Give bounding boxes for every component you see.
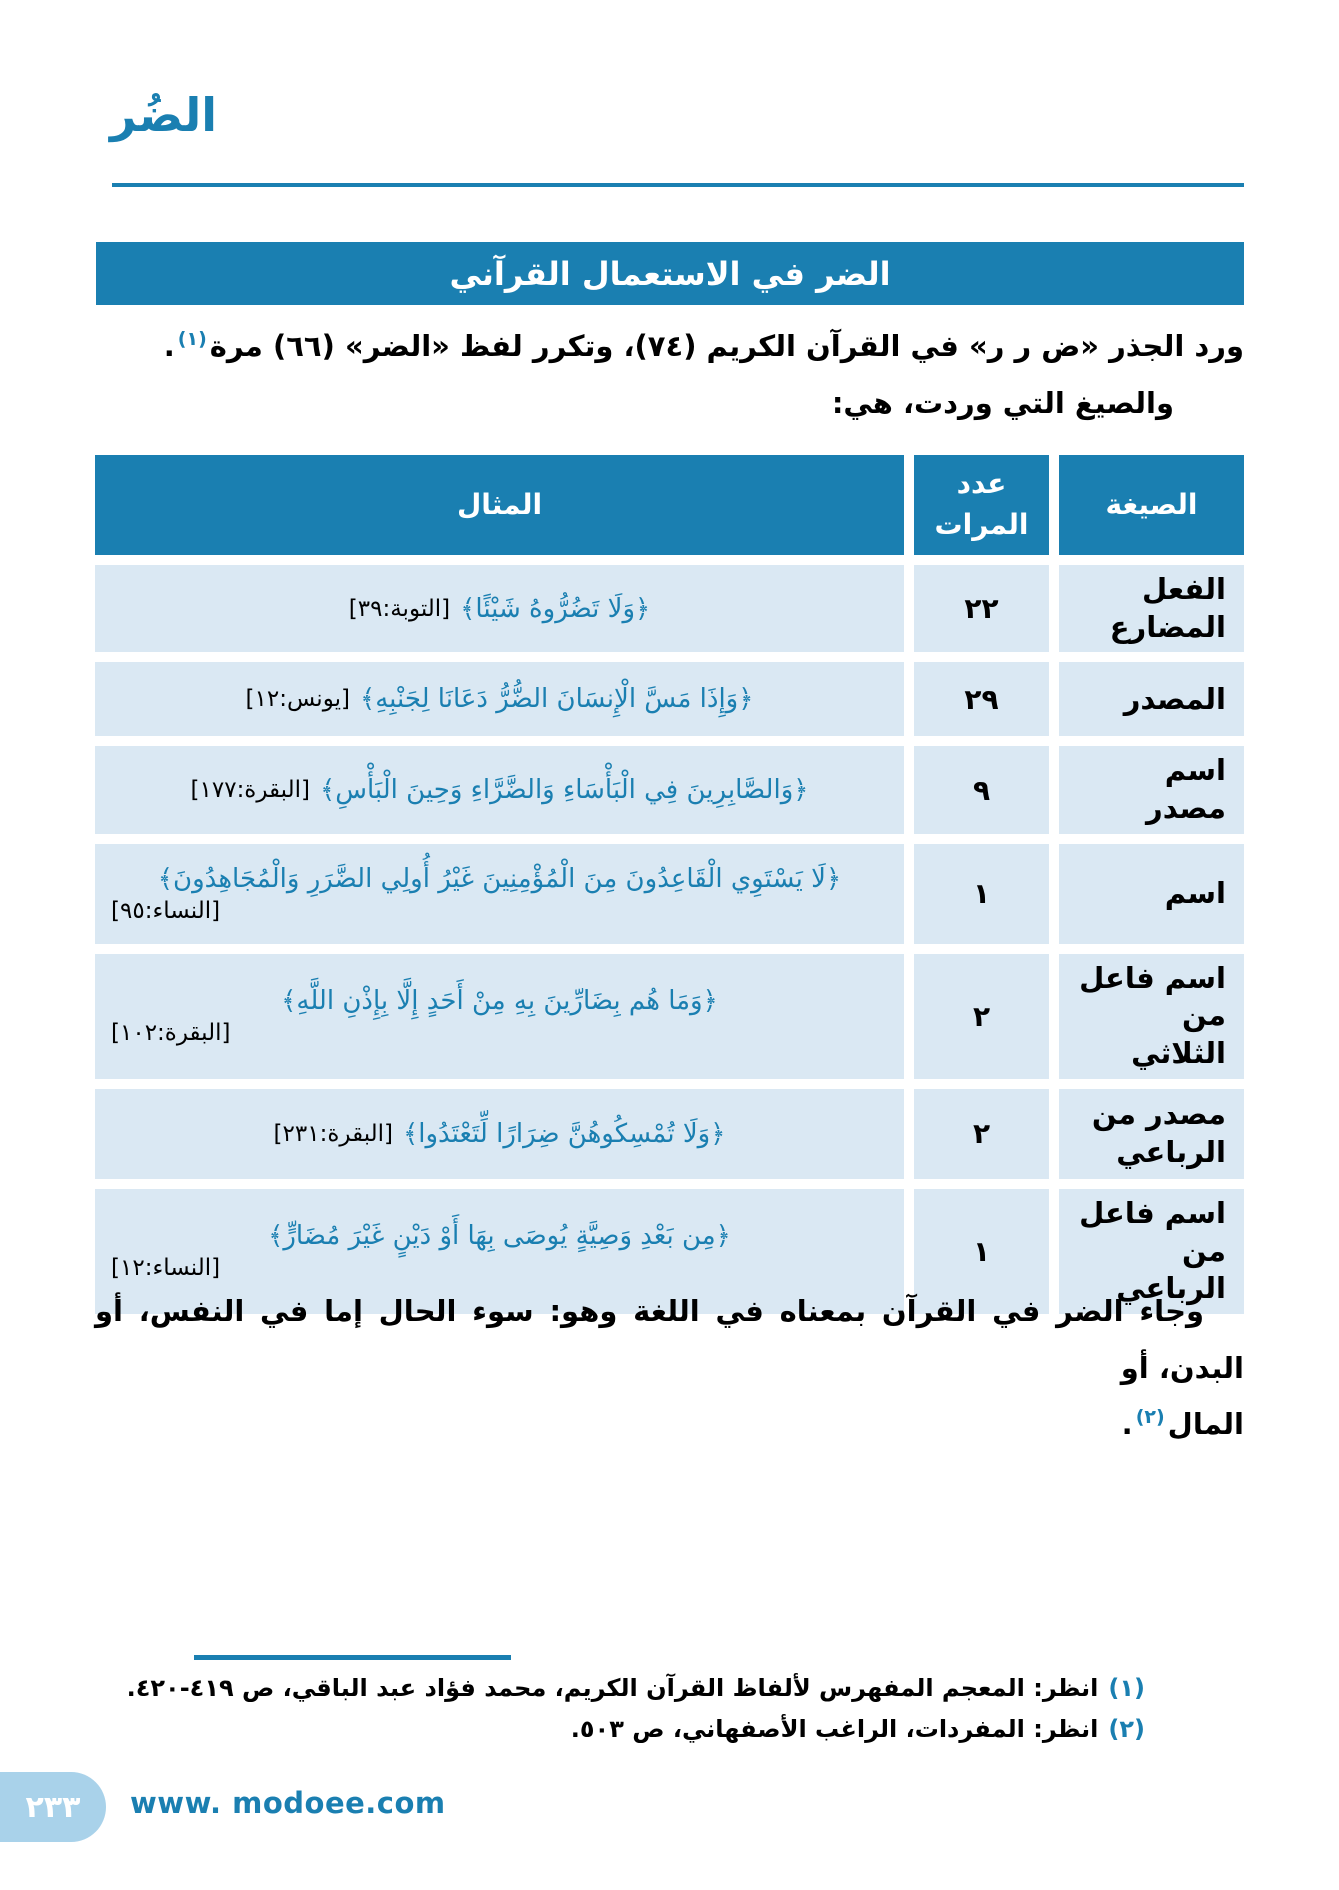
count-cell: ١ (914, 1189, 1049, 1314)
table-header-row (95, 455, 1244, 555)
table-row (95, 565, 1244, 652)
intro-line-2: والصيغ التي وردت، هي: (831, 385, 1174, 420)
form-cell: اسم فاعل من الرباعي (1059, 1189, 1244, 1314)
page-number: ٢٣٣ (25, 1789, 81, 1825)
section-title: الضر في الاستعمال القرآني (449, 254, 891, 293)
citation: [البقرة:١٧٧] (190, 777, 310, 804)
count-cell: ٢ (914, 1089, 1049, 1179)
verse-text: ﴿مِن بَعْدِ وَصِيَّةٍ يُوصَى بِهَا أَوْ دَيْنٍ غَيْرَ مُضَارٍّ﴾ (268, 1221, 731, 1252)
verse-text: ﴿وَلَا تُمْسِكُوهُنَّ ضِرَارًا لِّتَعْتَدُوا﴾ (403, 1118, 726, 1149)
running-head-rule (112, 183, 1244, 187)
form-cell: اسم فاعل من الثلاثي (1059, 954, 1244, 1079)
citation: [التوبة:٣٩] (348, 595, 451, 622)
footnote-ref-1: (١) (177, 328, 207, 351)
citation: [يونس:١٢] (245, 686, 350, 713)
footnote-2-text: انظر: المفردات، الراغب الأصفهاني، ص ٥٠٣. (570, 1714, 1099, 1743)
closing-line-2: المال$^{(٢)}$. (1121, 1406, 1244, 1442)
usage-table-body (95, 565, 1244, 1314)
example-cell (95, 746, 904, 833)
usage-table (95, 455, 1244, 1324)
citation: [البقرة:١٠٢] (111, 1020, 231, 1047)
footnote-1-text: انظر: المعجم المفهرس لألفاظ القرآن الكريم، محمد فؤاد عبد الباقي، ص ٤١٩-٤٢٠. (126, 1674, 1099, 1702)
header-example: المثال (95, 455, 904, 555)
page-number-tab (0, 1772, 106, 1842)
example-cell (95, 565, 904, 652)
form-cell: مصدر من الرباعي (1059, 1089, 1244, 1179)
running-head: الضُر (110, 88, 217, 142)
footnote-2 (90, 1709, 1145, 1750)
intro-line-1: ورد الجذر «ض ر ر» في القرآن الكريم (٧٤)، وتكرر لفظ «الضر» (٦٦) مرة$^{(١)}$. (163, 328, 1244, 363)
verse-text: ﴿وَالصَّابِرِينَ فِي الْبَأْسَاءِ وَالضَّرَّاءِ وَحِينَ الْبَأْسِ﴾ (320, 775, 809, 806)
footnote-ref-2: (٢) (1135, 1406, 1165, 1429)
table-row (95, 746, 1244, 833)
citation: [البقرة:٢٣١] (273, 1120, 394, 1147)
form-cell: اسم (1059, 844, 1244, 944)
verse-text: ﴿وَإِذَا مَسَّ الْإِنسَانَ الضُّرُّ دَعَانَا لِجَنْبِهِ﴾ (359, 684, 754, 715)
form-cell: اسم مصدر (1059, 746, 1244, 833)
citation: [النساء:١٢] (111, 1255, 221, 1282)
verse-text: ﴿وَمَا هُم بِضَارِّينَ بِهِ مِنْ أَحَدٍ إِلَّا بِإِذْنِ اللَّهِ﴾ (281, 986, 718, 1017)
intro-paragraph (95, 318, 1244, 431)
example-cell (95, 662, 904, 736)
footnote-1 (90, 1668, 1145, 1709)
count-cell: ١ (914, 844, 1049, 944)
form-cell: الفعل المضارع (1059, 565, 1244, 652)
footnote-1-marker: (١) (1108, 1674, 1145, 1702)
section-title-bar (96, 242, 1244, 305)
header-form: الصيغة (1059, 455, 1244, 555)
count-cell: ٢٩ (914, 662, 1049, 736)
verse-text: ﴿لَا يَسْتَوِي الْقَاعِدُونَ مِنَ الْمُؤْمِنِينَ غَيْرُ أُولِي الضَّرَرِ وَالْمُجَاهِدُونَ﴾ (157, 863, 842, 894)
table-row (95, 844, 1244, 944)
footnote-2-marker: (٢) (1108, 1714, 1145, 1743)
closing-line-1: وجاء الضر في القرآن بمعناه في اللغة وهو: سوء الحال إما في النفس، أو البدن، أو (95, 1294, 1244, 1385)
example-cell (95, 844, 904, 944)
example-cell (95, 1089, 904, 1179)
count-cell: ٢٢ (914, 565, 1049, 652)
website-text: www. modoee.com (130, 1786, 446, 1820)
count-cell: ٩ (914, 746, 1049, 833)
table-row (95, 954, 1244, 1079)
form-cell: المصدر (1059, 662, 1244, 736)
header-count: عدد المرات (914, 455, 1049, 555)
citation: [النساء:٩٥] (111, 897, 221, 924)
table-row (95, 1089, 1244, 1179)
table-row (95, 662, 1244, 736)
count-cell: ٢ (914, 954, 1049, 1079)
example-cell (95, 954, 904, 1079)
footnotes (90, 1668, 1145, 1750)
closing-paragraph (95, 1283, 1244, 1453)
verse-text: ﴿وَلَا تَضُرُّوهُ شَيْئًا﴾ (460, 593, 651, 624)
footnote-separator (194, 1655, 511, 1660)
